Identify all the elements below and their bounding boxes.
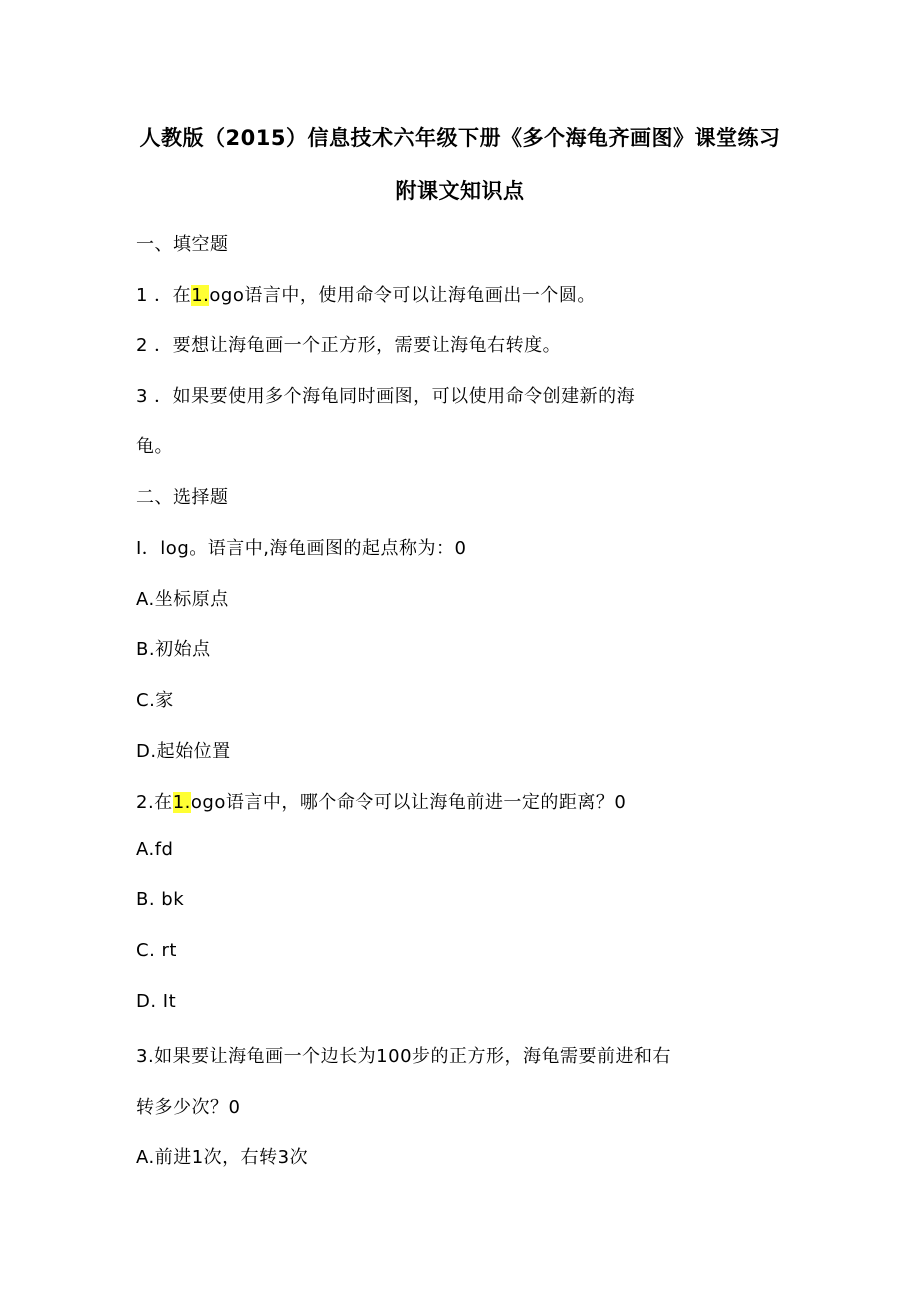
choice-question-2-option-d: D. It bbox=[136, 991, 177, 1012]
section-heading-multiple-choice: 二、选择题 bbox=[136, 487, 229, 508]
fill-blank-question-3-line-1: 3 ．如果要使用多个海龟同时画图，可以使用命令创建新的海 bbox=[136, 386, 636, 407]
highlighted-text: 1. bbox=[172, 792, 191, 813]
fill-blank-question-3-line-2: 龟。 bbox=[136, 436, 173, 457]
choice-question-1-option-c: C.家 bbox=[136, 690, 174, 711]
fill-blank-question-2: 2 ．要想让海龟画一个正方形，需要让海龟右转度。 bbox=[136, 335, 562, 356]
choice-question-2-option-a: A.fd bbox=[136, 839, 174, 860]
document-subtitle: 附课文知识点 bbox=[395, 179, 525, 203]
choice-question-1-option-a: A.坐标原点 bbox=[136, 589, 229, 610]
choice-question-1-option-b: B.初始点 bbox=[136, 639, 211, 660]
question-text: ogo语言中，哪个命令可以让海龟前进一定的距离？0 bbox=[190, 792, 627, 813]
choice-question-2-option-c: C. rt bbox=[136, 940, 177, 961]
highlighted-text: 1. bbox=[191, 285, 210, 306]
choice-question-1-stem: I．log。语言中,海龟画图的起点称为：0 bbox=[136, 538, 467, 559]
choice-question-2-option-b: B. bk bbox=[136, 889, 185, 910]
fill-blank-question-1 bbox=[136, 281, 596, 307]
choice-question-3-stem-line-2: 转多少次？0 bbox=[136, 1097, 241, 1118]
question-text: ogo语言中，使用命令可以让海龟画出一个圆。 bbox=[209, 285, 596, 306]
choice-question-2-stem bbox=[136, 788, 626, 814]
document-title: 人教版（2015）信息技术六年级下册《多个海龟齐画图》课堂练习 bbox=[139, 126, 781, 150]
choice-question-3-option-a: A.前进1次，右转3次 bbox=[136, 1147, 309, 1168]
section-heading-fill-blank: 一、填空题 bbox=[136, 234, 229, 255]
choice-question-1-option-d: D.起始位置 bbox=[136, 741, 231, 762]
question-prefix: 2.在 bbox=[136, 792, 173, 813]
choice-question-3-stem-line-1: 3.如果要让海龟画一个边长为100步的正方形，海龟需要前进和右 bbox=[136, 1046, 672, 1067]
question-prefix: 1 ．在 bbox=[136, 285, 192, 306]
